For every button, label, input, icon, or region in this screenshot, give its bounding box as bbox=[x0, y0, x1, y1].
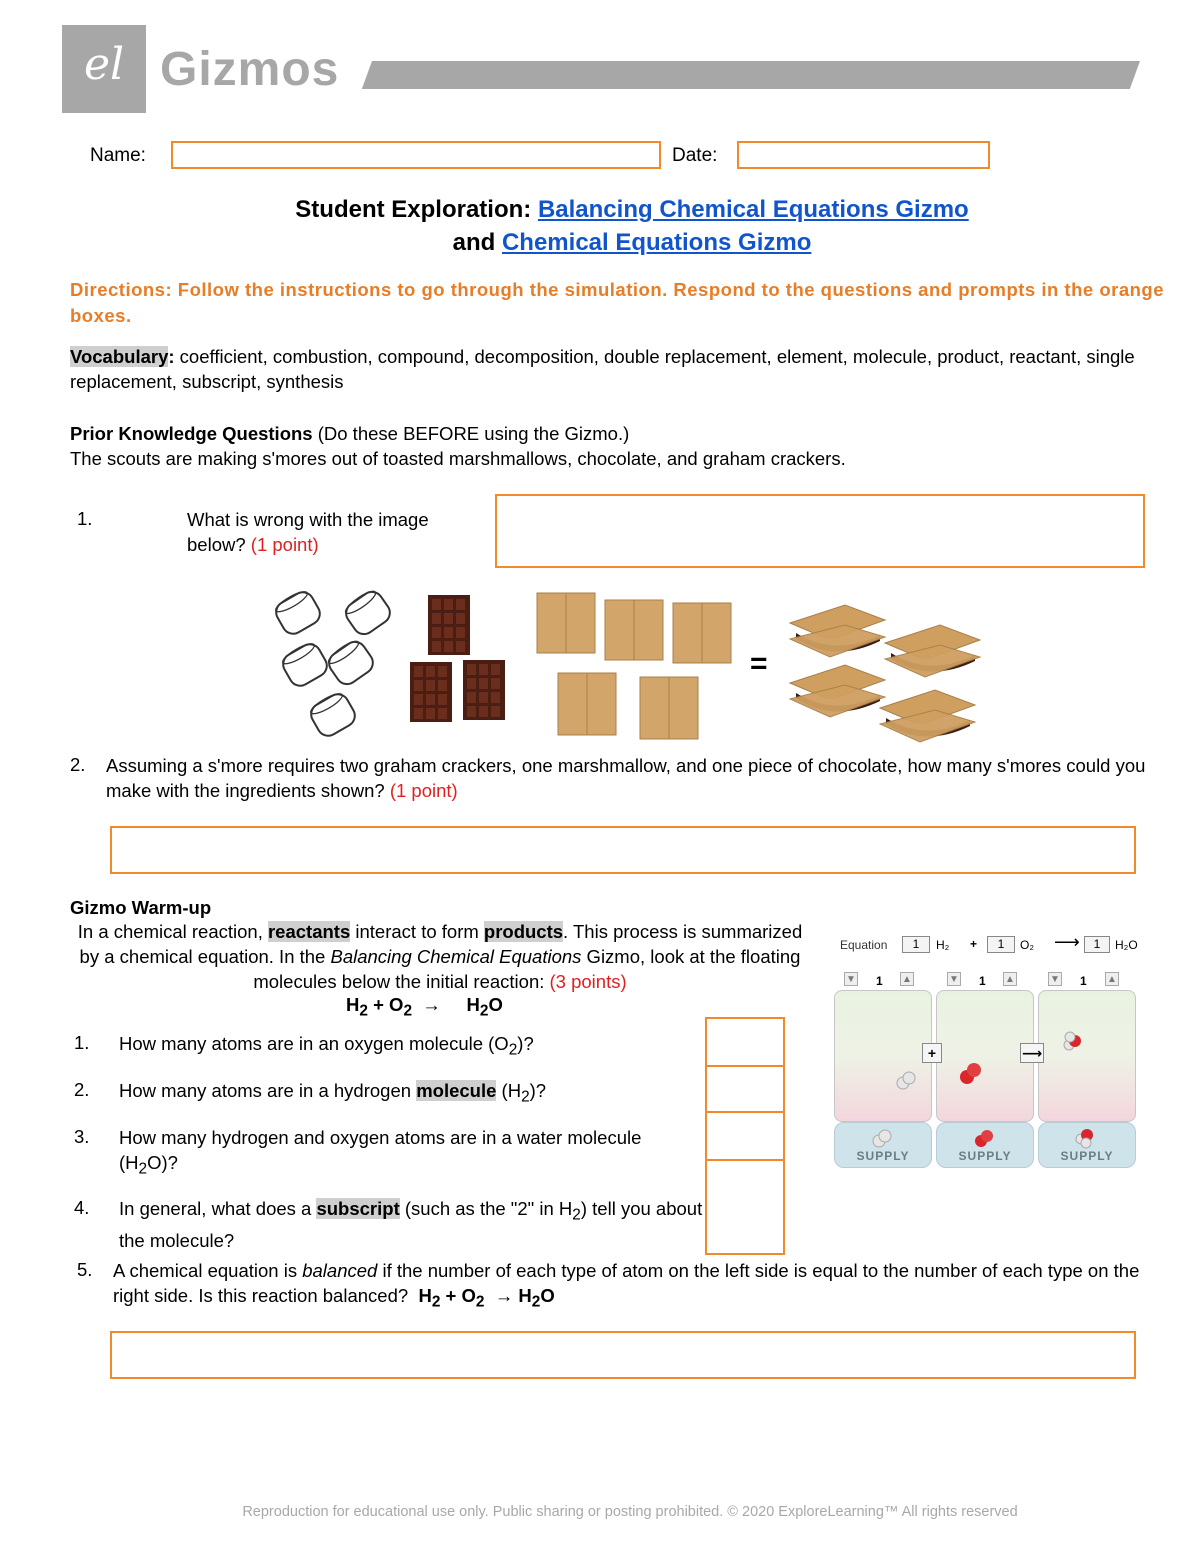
gizmo-count-2: 1 bbox=[979, 974, 986, 988]
warmup-q2-sub: 2 bbox=[521, 1088, 530, 1106]
gizmos-logo-text: Gizmos bbox=[160, 43, 340, 96]
prior-heading: Prior Knowledge Questions bbox=[70, 423, 313, 444]
warmup-q2-end: )? bbox=[529, 1080, 547, 1101]
gizmo-supply-o2[interactable] bbox=[936, 1122, 1034, 1168]
water-molecule-icon bbox=[1039, 991, 1135, 1121]
warmup-q4-c: ) tell you about the molecule? bbox=[119, 1198, 703, 1251]
warmup-q3-sub: 2 bbox=[138, 1160, 148, 1178]
gizmo-coef-h2[interactable]: 1 bbox=[902, 936, 930, 953]
warmup-q4-sub: 2 bbox=[572, 1206, 581, 1224]
warmup-equation bbox=[346, 994, 503, 1021]
prior-q2-number: 2. bbox=[70, 754, 86, 775]
warmup-q5-a: A chemical equation is bbox=[113, 1260, 303, 1281]
vocabulary-label: Vocabulary bbox=[70, 346, 169, 367]
eq-h2o-h: H bbox=[466, 994, 480, 1015]
chemical-equations-gizmo-link[interactable]: Chemical Equations Gizmo bbox=[501, 229, 812, 256]
warmup-intro bbox=[70, 919, 810, 994]
gizmo-yields-arrow-icon: ⟶ bbox=[1054, 932, 1080, 952]
eq-h2o-o: O bbox=[488, 994, 503, 1015]
prior-q1-points: (1 point) bbox=[250, 534, 319, 555]
supply-label-1: SUPPLY bbox=[856, 1149, 910, 1163]
name-label: Name: bbox=[90, 145, 146, 166]
gizmo-coef-h2o[interactable]: 1 bbox=[1084, 936, 1110, 953]
oxygen-molecule-icon bbox=[937, 991, 1033, 1121]
molecule-term: molecule bbox=[416, 1080, 497, 1101]
graham-crackers bbox=[537, 593, 731, 739]
prior-q1-number: 1. bbox=[77, 508, 93, 529]
warmup-q2-number: 2. bbox=[74, 1079, 90, 1100]
warmup-q5-number: 5. bbox=[77, 1259, 93, 1280]
warmup-q4-b: (such as the "2" in H bbox=[399, 1198, 573, 1219]
gizmo-h2o-label: H₂O bbox=[1115, 938, 1138, 952]
gizmo-decrease-1-icon[interactable]: ▼ bbox=[844, 972, 858, 986]
warmup-heading-text: Gizmo Warm-up bbox=[70, 897, 212, 918]
gizmo-coef-o2[interactable]: 1 bbox=[987, 936, 1015, 953]
smores bbox=[790, 605, 980, 742]
warmup-q4-number: 4. bbox=[74, 1197, 90, 1218]
products-term: products bbox=[483, 921, 564, 942]
supply-label-3: SUPPLY bbox=[1060, 1149, 1114, 1163]
eq-h: H bbox=[346, 994, 360, 1015]
page-title-line2 bbox=[0, 229, 1200, 257]
warmup-q4-text bbox=[119, 1196, 704, 1253]
balancing-gizmo-link[interactable]: Balancing Chemical Equations Gizmo bbox=[537, 196, 969, 223]
gizmo-decrease-3-icon[interactable]: ▼ bbox=[1048, 972, 1062, 986]
gizmos-logo-mark bbox=[62, 25, 146, 113]
gizmo-equation-label: Equation bbox=[840, 938, 888, 952]
logo-glyph: el bbox=[83, 39, 125, 90]
warmup-q3-question: How many hydrogen and oxygen atoms are in a water molecule (H bbox=[119, 1127, 642, 1173]
warmup-q5-equation bbox=[418, 1285, 555, 1311]
gizmo-o2-label: O₂ bbox=[1020, 938, 1034, 952]
warmup-intro-2: interact to form bbox=[350, 921, 484, 942]
vocabulary-paragraph bbox=[70, 344, 1170, 394]
warmup-intro-4: Gizmo, look at the floating molecules below the initial reaction: bbox=[253, 946, 801, 992]
title-and: and bbox=[452, 229, 496, 256]
vocabulary-list: coefficient, combustion, compound, decomposition, double replacement, element, molecule, product, reactant, single replacement, subscript, synthesis bbox=[70, 346, 1135, 392]
warmup-q1-end: )? bbox=[517, 1033, 534, 1054]
warmup-q4-a: In general, what does a bbox=[119, 1198, 317, 1219]
subscript-term: subscript bbox=[316, 1198, 400, 1219]
q5-eq-h2o-h: H bbox=[518, 1285, 532, 1306]
warmup-intro-3: . This process is summarized by a chemical equation. In the bbox=[79, 921, 803, 967]
gizmo-reactant-1-panel bbox=[834, 990, 932, 1122]
warmup-q3-end: O)? bbox=[147, 1152, 178, 1173]
warmup-q1-answer-box[interactable] bbox=[705, 1017, 785, 1067]
gizmo-decrease-2-icon[interactable]: ▼ bbox=[947, 972, 961, 986]
gizmo-h2-label: H₂ bbox=[936, 938, 950, 952]
q5-eq-o-sub: 2 bbox=[475, 1293, 485, 1311]
prior-q2-text bbox=[106, 753, 1166, 803]
warmup-q1-text bbox=[119, 1031, 699, 1063]
balanced-term: balanced bbox=[302, 1260, 378, 1281]
warmup-q2-answer-box[interactable] bbox=[705, 1065, 785, 1113]
gizmo-count-3: 1 bbox=[1080, 974, 1087, 988]
gizmo-supply-h2o[interactable] bbox=[1038, 1122, 1136, 1168]
prior-intro: The scouts are making s'mores out of toasted marshmallows, chocolate, and graham crackers. bbox=[70, 448, 846, 469]
date-field[interactable] bbox=[737, 141, 990, 169]
name-field[interactable] bbox=[171, 141, 661, 169]
q5-eq-plus-o: + O bbox=[440, 1285, 476, 1306]
eq-h-sub: 2 bbox=[359, 1002, 368, 1020]
gizmo-name: Balancing Chemical Equations bbox=[330, 946, 582, 967]
warmup-points: (3 points) bbox=[549, 971, 627, 992]
gizmo-increase-3-icon[interactable]: ▲ bbox=[1105, 972, 1119, 986]
gizmo-product-panel bbox=[1038, 990, 1136, 1122]
eq-arrow: → bbox=[422, 994, 441, 1015]
warmup-heading bbox=[70, 895, 211, 920]
q5-eq-h-sub: 2 bbox=[431, 1293, 441, 1311]
gizmo-plus-button[interactable]: + bbox=[922, 1043, 942, 1063]
eq-o-sub: 2 bbox=[403, 1002, 413, 1020]
date-label: Date: bbox=[672, 145, 718, 166]
supply-label-2: SUPPLY bbox=[958, 1149, 1012, 1163]
warmup-q2-b: (H bbox=[496, 1080, 522, 1101]
warmup-q3-answer-box[interactable] bbox=[705, 1111, 785, 1161]
prior-q1-question: What is wrong with the image below? bbox=[187, 509, 429, 555]
prior-q2-points: (1 point) bbox=[389, 780, 458, 801]
chocolate-bars bbox=[410, 595, 505, 722]
marshmallows bbox=[272, 587, 394, 740]
warmup-q2-a: How many atoms are in a hydrogen bbox=[119, 1080, 417, 1101]
gizmo-screenshot bbox=[832, 930, 1137, 1170]
warmup-q1-question: How many atoms are in an oxygen molecule (O bbox=[119, 1033, 509, 1054]
prior-q2-answer-box[interactable] bbox=[110, 826, 1136, 874]
gizmo-increase-2-icon[interactable]: ▲ bbox=[1003, 972, 1017, 986]
reactants-term: reactants bbox=[267, 921, 351, 942]
title-prefix: Student Exploration: bbox=[295, 196, 532, 223]
prior-q2-question: Assuming a s'more requires two graham crackers, one marshmallow, and one piece of chocolate, how many s'mores could you make with the ingredients shown? bbox=[106, 755, 1146, 801]
q5-eq-h2o-sub: 2 bbox=[531, 1293, 541, 1311]
eq-h2o-sub: 2 bbox=[479, 1002, 489, 1020]
warmup-intro-1: In a chemical reaction, bbox=[77, 921, 268, 942]
smores-illustration bbox=[265, 585, 985, 750]
prior-q1-text bbox=[187, 507, 487, 557]
gizmo-count-1: 1 bbox=[876, 974, 883, 988]
prior-heading-line bbox=[70, 421, 1170, 446]
warmup-q4-answer-box[interactable] bbox=[705, 1159, 785, 1255]
warmup-q5-text bbox=[113, 1258, 1163, 1315]
directions-text: Directions: Follow the instructions to go through the simulation. Respond to the questions and prompts in the orange boxes. bbox=[70, 279, 1164, 326]
prior-note: (Do these BEFORE using the Gizmo.) bbox=[312, 423, 630, 444]
eq-plus-o: + O bbox=[367, 994, 404, 1015]
equals-sign: = bbox=[750, 647, 768, 680]
warmup-q3-number: 3. bbox=[74, 1126, 90, 1147]
warmup-q1-sub: 2 bbox=[508, 1041, 518, 1059]
warmup-q1-number: 1. bbox=[74, 1032, 90, 1053]
q5-eq-h: H bbox=[418, 1285, 432, 1306]
prior-q1-answer-box[interactable] bbox=[495, 494, 1145, 568]
gizmo-supply-h2[interactable] bbox=[834, 1122, 932, 1168]
warmup-q5-b: if the number of each type of atom on the left side is equal to the number of each type on the right side. Is this reaction balanced? bbox=[113, 1260, 1140, 1306]
gizmo-yields-button[interactable]: ⟶ bbox=[1021, 1045, 1043, 1061]
warmup-q3-text bbox=[119, 1125, 679, 1182]
q5-eq-arrow: → bbox=[494, 1285, 514, 1306]
footer-copyright: Reproduction for educational use only. Public sharing or posting prohibited. © 2020 ExploreLearning™ All rights reserved bbox=[242, 1504, 1018, 1520]
warmup-q5-answer-box[interactable] bbox=[110, 1331, 1136, 1379]
gizmo-plus-label: + bbox=[970, 937, 978, 951]
header-bar bbox=[362, 61, 1140, 89]
warmup-q2-text bbox=[119, 1078, 699, 1110]
q5-eq-h2o-o: O bbox=[540, 1285, 555, 1306]
gizmo-increase-1-icon[interactable]: ▲ bbox=[900, 972, 914, 986]
vocabulary-colon: : bbox=[168, 346, 175, 367]
hydrogen-molecule-icon bbox=[835, 991, 931, 1121]
page-title bbox=[0, 196, 1200, 224]
